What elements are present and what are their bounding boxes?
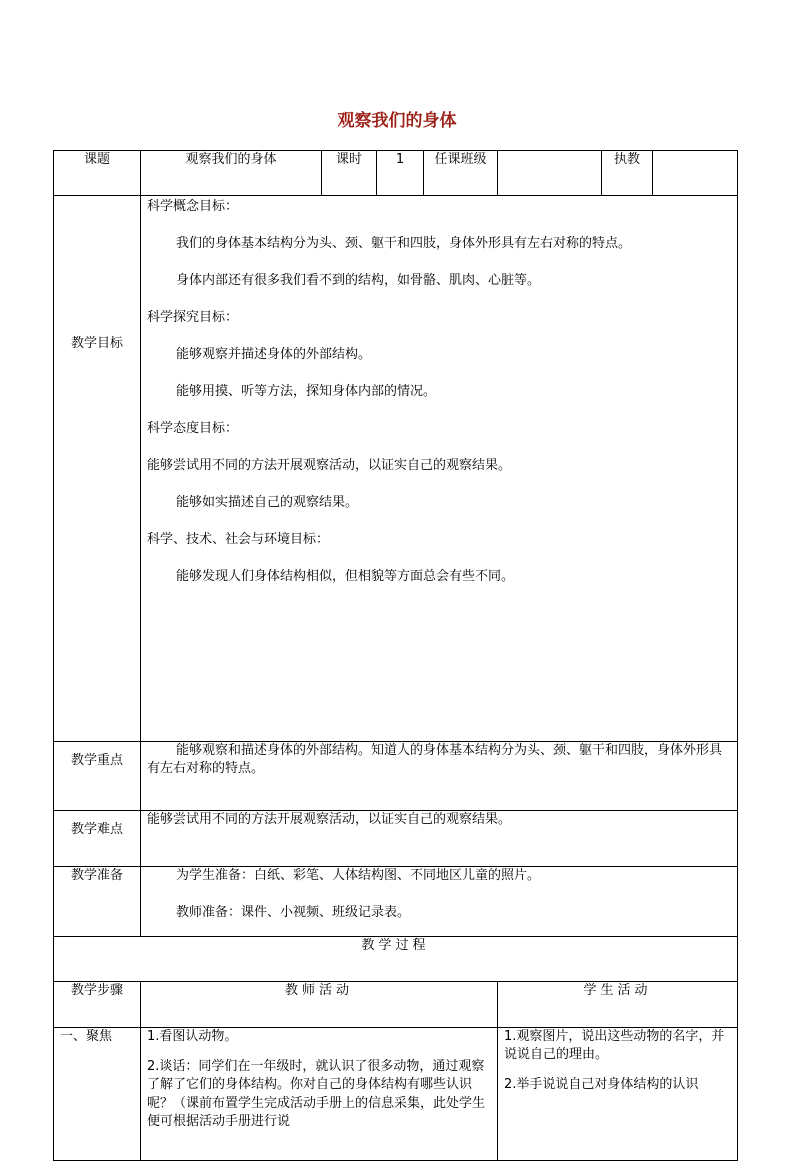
teacher-preparation: 教师准备：课件、小视频、班级记录表。	[176, 905, 411, 920]
key-points-text: 能够观察和描述身体的外部结构。知道人的身体基本结构分为头、颈、躯干和四肢，身体外形具有左右对称的特点。	[141, 742, 738, 811]
goals-content	[141, 196, 738, 742]
student-activity-item: 1.观察图片，说出这些动物的名字，并说说自己的理由。	[504, 1029, 725, 1063]
teacher-activity	[141, 1028, 498, 1161]
document-title: 观察我们的身体	[337, 111, 457, 131]
goals-row	[54, 196, 738, 742]
goal-line: 能够发现人们身体结构相似，但相貌等方面总会有些不同。	[176, 569, 515, 584]
difficulties-label: 教学难点	[54, 811, 141, 867]
goal-line: 科学概念目标：	[147, 199, 239, 214]
period-value: 1	[377, 151, 424, 196]
preparation-row	[54, 867, 738, 937]
goal-line: 身体内部还有很多我们看不到的结构，如骨骼、肌肉、心脏等。	[176, 273, 541, 288]
process-header-row	[54, 982, 738, 1028]
class-label: 任课班级	[424, 151, 498, 196]
teacher-activity-header: 教师活动	[141, 982, 498, 1028]
teacher-label: 执教	[602, 151, 653, 196]
goal-line: 科学态度目标：	[147, 421, 239, 436]
preparation-content	[141, 867, 738, 937]
goal-line: 能够用摸、听等方法，探知身体内部的情况。	[176, 384, 437, 399]
student-preparation: 为学生准备：白纸、彩笔、人体结构图、不同地区儿童的照片。	[176, 868, 541, 883]
teacher-activity-item: 2.谈话：同学们在一年级时，就认识了很多动物，通过观察了解了它们的身体结构。你对自己的身体结构有哪些认识呢？（课前布置学生完成活动手册上的信息采集，此处学生便可根据活动手册进行说	[147, 1059, 486, 1129]
student-activity-header: 学生活动	[498, 982, 738, 1028]
teacher-value	[653, 151, 738, 196]
difficulties-row	[54, 811, 738, 867]
goals-label: 教学目标	[54, 196, 141, 742]
period-label: 课时	[322, 151, 377, 196]
process-title-row	[54, 937, 738, 982]
process-title: 教学过程	[54, 937, 738, 982]
goal-line: 能够观察并描述身体的外部结构。	[176, 347, 372, 362]
lesson-value: 观察我们的身体	[141, 151, 322, 196]
lesson-plan-table	[53, 150, 738, 1161]
difficulties-text: 能够尝试用不同的方法开展观察活动，以证实自己的观察结果。	[141, 811, 738, 867]
key-points-row	[54, 742, 738, 811]
goal-line: 能够如实描述自己的观察结果。	[176, 495, 359, 510]
goal-line: 科学探究目标：	[147, 310, 239, 325]
key-points-label: 教学重点	[54, 742, 141, 811]
preparation-label: 教学准备	[54, 867, 141, 937]
step-column-header: 教学步骤	[54, 982, 141, 1028]
goal-line: 科学、技术、社会与环境目标：	[147, 532, 330, 547]
student-activity-item: 2.举手说说自己对身体结构的认识	[504, 1077, 699, 1093]
goal-line: 能够尝试用不同的方法开展观察活动，以证实自己的观察结果。	[147, 458, 512, 473]
student-activity	[498, 1028, 738, 1161]
goal-line: 我们的身体基本结构分为头、颈、躯干和四肢，身体外形具有左右对称的特点。	[176, 236, 632, 251]
teacher-activity-item: 1.看图认动物。	[147, 1029, 238, 1044]
class-value	[498, 151, 602, 196]
step-row	[54, 1028, 738, 1161]
header-row	[54, 151, 738, 196]
step-name: 一、聚焦	[54, 1028, 141, 1161]
lesson-label: 课题	[54, 151, 141, 196]
